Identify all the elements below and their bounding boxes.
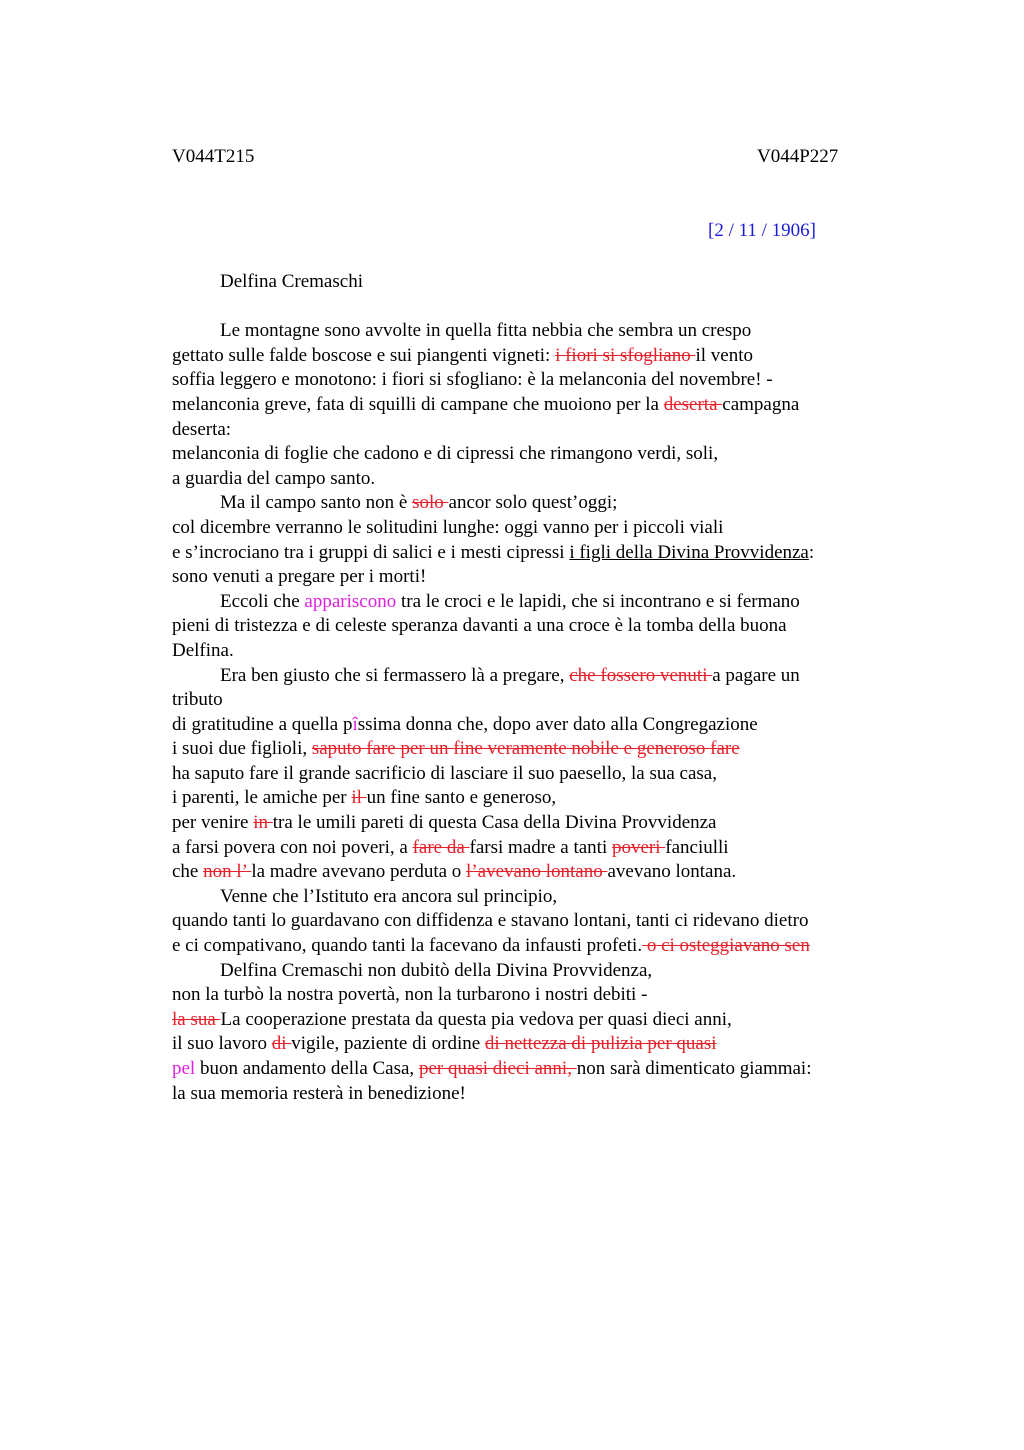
text-segment: Eccoli che [220, 590, 305, 612]
inserted-text: appariscono [304, 590, 397, 612]
text-line [172, 491, 892, 516]
text-segment: tra le croci e le lapidi, che si incontrano e si fermano [396, 590, 800, 612]
text-line: la sua memoria resterà in benedizione! [172, 1082, 466, 1104]
text-line [172, 1057, 892, 1082]
text-segment: i suoi due figlioli, [172, 738, 312, 760]
text-segment: Ma il campo santo non è [220, 492, 413, 514]
inserted-text: î [352, 713, 358, 735]
volume-code-left: V044T215 [172, 146, 255, 167]
deleted-text: i fiori si sfogliano [555, 344, 696, 366]
letter-body [172, 270, 892, 1106]
text-line: pieni di tristezza e di celeste speranza davanti a una croce è la tomba della buona [172, 615, 787, 637]
text-line: a guardia del campo santo. [172, 467, 376, 489]
text-segment: e s’incrociano tra i gruppi di salici e i mesti cipressi [172, 541, 570, 563]
text-line: non la turbò la nostra povertà, non la turbarono i nostri debiti - [172, 984, 648, 1006]
text-segment: melanconia greve, fata di squilli di campane che muoiono per la [172, 393, 664, 415]
text-segment: : [808, 541, 815, 563]
text-segment: il vento [695, 344, 753, 366]
deleted-text: che fossero venuti [569, 664, 713, 686]
spacer [172, 295, 892, 320]
text-segment: farsi madre a tanti [469, 836, 612, 858]
text-line: Delfina. [172, 639, 234, 661]
text-line: sono venuti a pregare per i morti! [172, 566, 427, 588]
deleted-text: saputo fare per un fine veramente nobile e generoso fare [311, 738, 740, 760]
text-line [172, 590, 892, 615]
text-line: deserta: [172, 418, 232, 440]
text-segment: gettato sulle falde boscose e sui piangenti vigneti: [172, 344, 556, 366]
text-segment: avevano lontana. [607, 861, 737, 883]
text-line [172, 934, 892, 959]
text-line: Venne che l’Istituto era ancora sul principio, [220, 885, 558, 907]
text-line: Delfina Cremaschi non dubitò della Divina Provvidenza, [220, 959, 653, 981]
text-segment: Era ben giusto che si fermassero là a pregare, [220, 664, 570, 686]
deleted-text: la sua [172, 1008, 221, 1030]
deleted-text: deserta [663, 393, 723, 415]
text-line [172, 786, 892, 811]
text-segment: fanciulli [665, 836, 729, 858]
text-line [172, 811, 892, 836]
text-line: melanconia di foglie che cadono e di cipressi che rimangono verdi, soli, [172, 443, 719, 465]
text-segment: il suo lavoro [172, 1033, 272, 1055]
text-segment: a pagare un [712, 664, 800, 686]
text-line [172, 836, 892, 861]
text-segment: ancor solo quest’oggi; [448, 492, 618, 514]
text-line [172, 1008, 892, 1033]
text-segment: la madre avevano perduta o [251, 861, 467, 883]
deleted-text: o ci osteggiavano sen [642, 935, 810, 957]
text-line [172, 860, 892, 885]
deleted-text: l’avevano lontano [466, 861, 608, 883]
text-line [172, 541, 892, 566]
deleted-text: non l’ [203, 861, 252, 883]
deleted-text: per quasi dieci anni, [418, 1058, 577, 1079]
text-line: soffia leggero e monotono: i fiori si sfogliano: è la melanconia del novembre! - [172, 369, 773, 391]
text-line: ha saputo fare il grande sacrificio di lasciare il suo paesello, la sua casa, [172, 762, 717, 784]
text-segment: tra le umili pareti di questa Casa della Divina Provvidenza [272, 812, 717, 834]
text-line [172, 393, 892, 418]
text-line: col dicembre verranno le solitudini lunghe: oggi vanno per i piccoli viali [172, 516, 724, 538]
text-segment: vigile, paziente di ordine [291, 1033, 485, 1055]
deleted-text: solo [412, 492, 449, 514]
text-line [172, 344, 892, 369]
text-line [172, 737, 892, 762]
text-segment: che [172, 861, 204, 883]
text-segment: La cooperazione prestata da questa pia vedova per quasi dieci anni, [220, 1008, 732, 1030]
text-segment: a farsi povera con noi poveri, a [172, 836, 413, 858]
text-segment: buon andamento della Casa, [195, 1058, 419, 1079]
letter-title: Delfina Cremaschi [220, 271, 363, 292]
text-line: tributo [172, 689, 223, 711]
text-segment: per venire [172, 812, 254, 834]
text-segment: ssima donna che, dopo aver dato alla Congregazione [357, 713, 758, 735]
inserted-text: pel [172, 1058, 196, 1079]
text-segment: di gratitudine a quella p [172, 713, 353, 735]
text-line [172, 1032, 892, 1057]
text-segment: non sarà dimenticato giammai: [576, 1058, 812, 1079]
volume-code-right: V044P227 [757, 146, 839, 167]
text-segment: i parenti, le amiche per [172, 787, 352, 809]
document-date: [2 / 11 / 1906] [708, 220, 817, 241]
text-line [172, 664, 892, 689]
deleted-text: in [253, 812, 273, 834]
deleted-text: di nettezza di pulizia per quasi [484, 1033, 717, 1055]
deleted-text: il [351, 787, 367, 809]
deleted-text: poveri [611, 836, 666, 858]
text-segment: campagna [722, 393, 800, 415]
text-line [172, 713, 892, 738]
deleted-text: fare da [412, 836, 470, 858]
text-segment: un fine santo e generoso, [366, 787, 557, 809]
text-line: Le montagne sono avvolte in quella fitta nebbia che sembra un crespo [220, 320, 752, 342]
text-line: quando tanti lo guardavano con diffidenza e stavano lontani, tanti ci ridevano dietro [172, 910, 809, 932]
text-segment: e ci compativano, quando tanti la facevano da infausti profeti. [172, 935, 643, 957]
deleted-text: di [271, 1033, 292, 1055]
underlined-text: i figli della Divina Provvidenza [569, 541, 809, 563]
